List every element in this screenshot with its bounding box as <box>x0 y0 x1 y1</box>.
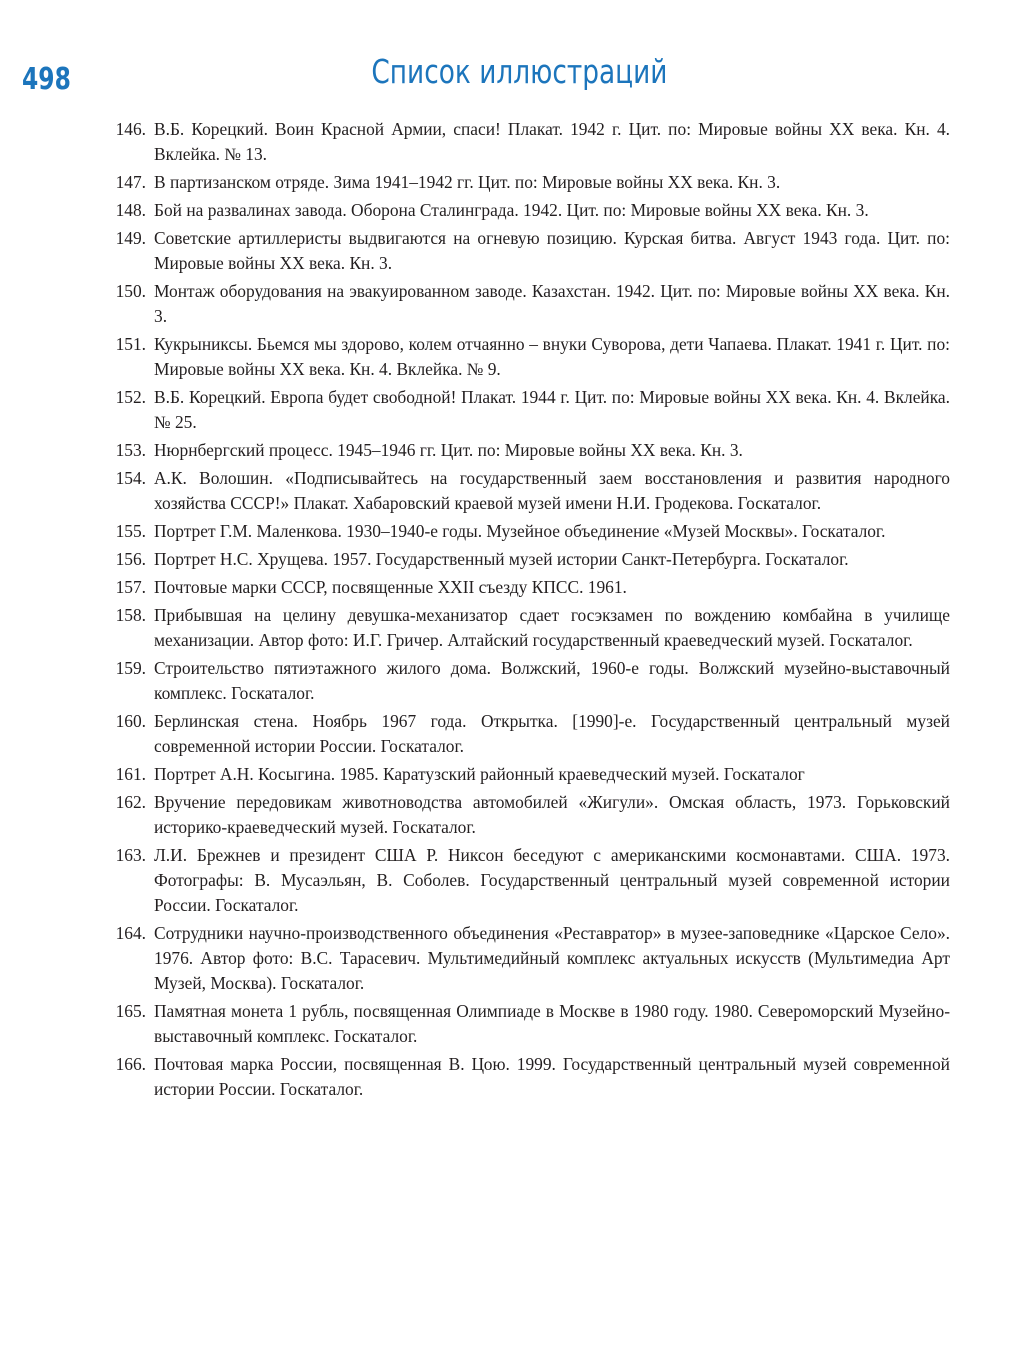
list-item <box>100 385 950 435</box>
list-item <box>100 843 950 918</box>
item-text: Берлинская стена. Ноябрь 1967 года. Открытка. [1990]-е. Государственный центральный музей современной истории России. Госкаталог. <box>154 711 950 756</box>
item-number: 155. <box>115 521 146 541</box>
list-item <box>100 332 950 382</box>
list-item <box>100 656 950 706</box>
item-number: 156. <box>115 549 146 569</box>
item-number: 153. <box>115 440 146 460</box>
page-number: 498 <box>22 62 71 97</box>
list-item <box>100 519 950 544</box>
item-number: 160. <box>115 711 146 731</box>
item-text: Строительство пятиэтажного жилого дома. Волжский, 1960-е годы. Волжский музейно-выставочный комплекс. Госкаталог. <box>154 658 950 703</box>
item-number: 166. <box>115 1054 146 1074</box>
illustration-list <box>100 117 950 1105</box>
list-item <box>100 709 950 759</box>
item-text: Нюрнбергский процесс. 1945–1946 гг. Цит. по: Мировые войны XX века. Кн. 3. <box>154 440 743 460</box>
list-item <box>100 790 950 840</box>
list-item <box>100 117 950 167</box>
list-item <box>100 575 950 600</box>
item-text: Бой на развалинах завода. Оборона Сталинграда. 1942. Цит. по: Мировые войны XX века. Кн. 3. <box>154 200 869 220</box>
item-text: В партизанском отряде. Зима 1941–1942 гг. Цит. по: Мировые войны XX века. Кн. 3. <box>154 172 781 192</box>
item-number: 158. <box>115 605 146 625</box>
item-number: 152. <box>115 387 146 407</box>
list-item <box>100 466 950 516</box>
item-number: 151. <box>115 334 146 354</box>
item-number: 157. <box>115 577 146 597</box>
item-text: А.К. Волошин. «Подписывайтесь на государственный заем восстановления и развития народного хозяйства СССР!» Плакат. Хабаровский краевой музей имени Н.И. Гродекова. Госкаталог. <box>154 468 950 513</box>
item-text: В.Б. Корецкий. Европа будет свободной! Плакат. 1944 г. Цит. по: Мировые войны XX века. Кн. 4. Вклейка. № 25. <box>154 387 950 432</box>
item-number: 163. <box>115 845 146 865</box>
item-number: 147. <box>115 172 146 192</box>
item-text: Монтаж оборудования на эвакуированном заводе. Казахстан. 1942. Цит. по: Мировые войны XX века. Кн. 3. <box>154 281 950 326</box>
item-number: 149. <box>115 228 146 248</box>
list-item <box>100 762 950 787</box>
item-number: 148. <box>115 200 146 220</box>
list-item <box>100 547 950 572</box>
item-text: Почтовая марка России, посвященная В. Цою. 1999. Государственный центральный музей современной истории России. Госкаталог. <box>154 1054 950 1099</box>
list-item <box>100 921 950 996</box>
list-item <box>100 603 950 653</box>
item-text: Почтовые марки СССР, посвященные XXII съезду КПСС. 1961. <box>154 577 627 597</box>
item-text: Памятная монета 1 рубль, посвященная Олимпиаде в Москве в 1980 году. 1980. Североморский Музейно-выставочный комплекс. Госкаталог. <box>154 1001 950 1046</box>
list-item <box>100 279 950 329</box>
page-title: Список иллюстраций <box>371 52 668 91</box>
item-number: 165. <box>115 1001 146 1021</box>
item-text: В.Б. Корецкий. Воин Красной Армии, спаси! Плакат. 1942 г. Цит. по: Мировые войны XX века. Кн. 4. Вклейка. № 13. <box>154 119 950 164</box>
list-item <box>100 226 950 276</box>
list-item <box>100 170 950 195</box>
item-text: Л.И. Брежнев и президент США Р. Никсон беседуют с американскими космонавтами. США. 1973. Фотографы: В. Мусаэльян, В. Соболев. Государственный центральный музей современной истории России. Госкаталог. <box>154 845 950 915</box>
list-item <box>100 438 950 463</box>
list-item <box>100 198 950 223</box>
item-text: Советские артиллеристы выдвигаются на огневую позицию. Курская битва. Август 1943 года. Цит. по: Мировые войны XX века. Кн. 3. <box>154 228 950 273</box>
item-number: 159. <box>115 658 146 678</box>
item-number: 150. <box>115 281 146 301</box>
item-text: Портрет А.Н. Косыгина. 1985. Каратузский районный краеведческий музей. Госкаталог <box>154 764 805 784</box>
item-text: Портрет Г.М. Маленкова. 1930–1940-е годы. Музейное объединение «Музей Москвы». Госкаталог. <box>154 521 886 541</box>
item-number: 164. <box>115 923 146 943</box>
item-text: Прибывшая на целину девушка-механизатор сдает госэкзамен по вождению комбайна в училище механизации. Автор фото: И.Г. Гричер. Алтайский государственный краеведческий музей. Госкаталог. <box>154 605 950 650</box>
item-text: Кукрыниксы. Бьемся мы здорово, колем отчаянно – внуки Суворова, дети Чапаева. Плакат. 1941 г. Цит. по: Мировые войны XX века. Кн. 4. Вклейка. № 9. <box>154 334 950 379</box>
item-text: Вручение передовикам животноводства автомобилей «Жигули». Омская область, 1973. Горьковский историко-краеведческий музей. Госкаталог. <box>154 792 950 837</box>
list-item <box>100 999 950 1049</box>
list-item <box>100 1052 950 1102</box>
item-text: Портрет Н.С. Хрущева. 1957. Государственный музей истории Санкт-Петербурга. Госкаталог. <box>154 549 849 569</box>
item-number: 154. <box>115 468 146 488</box>
item-number: 146. <box>115 119 146 139</box>
item-number: 161. <box>115 764 146 784</box>
item-number: 162. <box>115 792 146 812</box>
item-text: Сотрудники научно-производственного объединения «Реставратор» в музее-заповеднике «Царское Село». 1976. Автор фото: В.С. Тарасевич. Мультимедийный комплекс актуальных искусств (Мультимедиа Арт Музей, Москва). Госкаталог. <box>154 923 950 993</box>
